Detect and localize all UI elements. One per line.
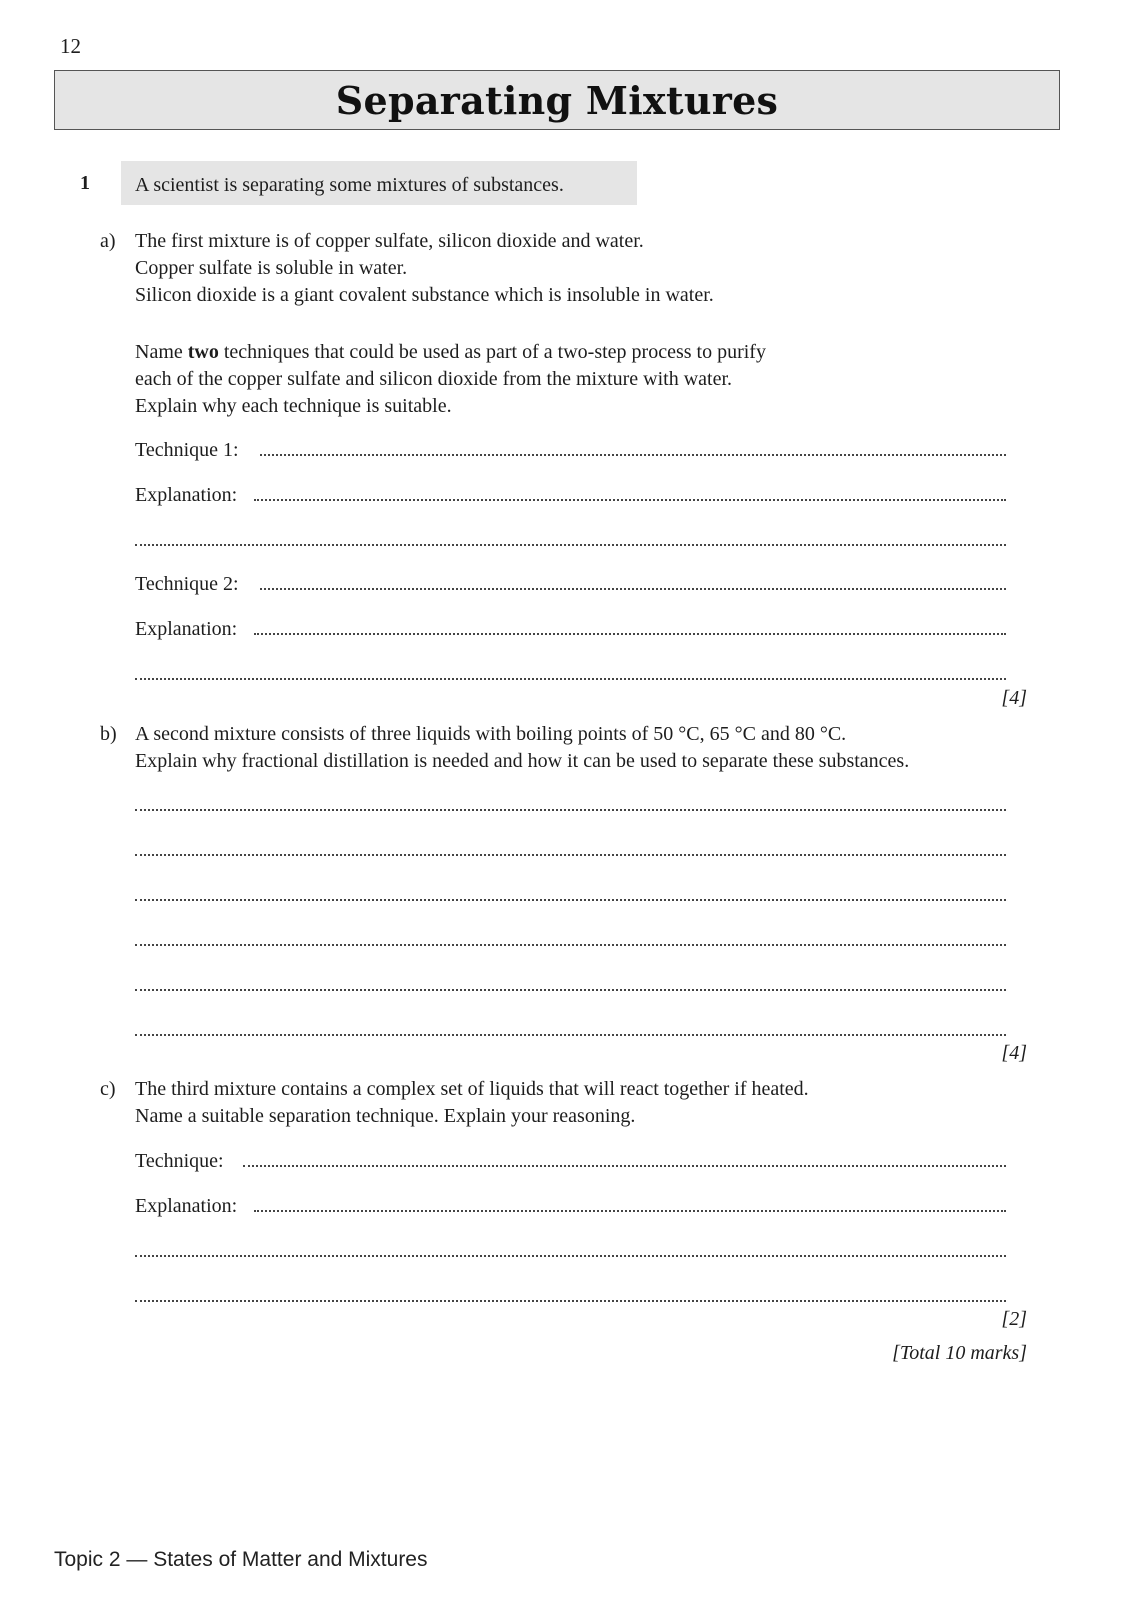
explanation-1-label: Explanation: (135, 484, 238, 506)
page-number: 12 (60, 34, 81, 58)
technique-2-label: Technique 2: (135, 573, 239, 595)
part-b-answer-line[interactable] (135, 899, 1006, 901)
part-a-prompt-2: each of the copper sulfate and silicon dioxide from the mixture with water. (135, 368, 733, 390)
part-b-answer-line[interactable] (135, 944, 1006, 946)
title-banner (54, 70, 1060, 130)
technique-1-answer-line[interactable] (260, 454, 1006, 456)
explanation-2-answer-line-2[interactable] (135, 678, 1006, 680)
explanation-2-label: Explanation: (135, 618, 238, 640)
part-a-marks: [4] (1001, 687, 1027, 709)
part-a-line-2: Copper sulfate is soluble in water. (135, 257, 408, 279)
part-b-marks: [4] (1001, 1042, 1027, 1064)
explanation-answer-line[interactable] (254, 1210, 1006, 1212)
explanation-answer-line-2[interactable] (135, 1255, 1006, 1257)
total-marks: [Total 10 marks] (892, 1342, 1027, 1364)
part-a-prompt-1 (135, 339, 766, 366)
prompt-text: techniques that could be used as part of a two-step process to purify (218, 341, 766, 363)
explanation-1-answer-line-2[interactable] (135, 544, 1006, 546)
question-stem: A scientist is separating some mixtures of substances. (135, 174, 564, 196)
technique-1-label: Technique 1: (135, 439, 239, 461)
technique-answer-line[interactable] (243, 1165, 1006, 1167)
part-b-answer-line[interactable] (135, 854, 1006, 856)
part-c-marks: [2] (1001, 1308, 1027, 1330)
question-number: 1 (80, 172, 90, 194)
explanation-label: Explanation: (135, 1195, 238, 1217)
technique-label: Technique: (135, 1150, 224, 1172)
part-b-answer-line[interactable] (135, 1034, 1006, 1036)
prompt-emphasis: two (187, 341, 219, 363)
explanation-1-answer-line[interactable] (254, 499, 1006, 501)
part-c-label: c) (100, 1078, 116, 1100)
explanation-answer-line-3[interactable] (135, 1300, 1006, 1302)
part-b-label: b) (100, 723, 117, 745)
part-b-line-1: A second mixture consists of three liquids with boiling points of 50 °C, 65 °C and 80 °C. (135, 723, 847, 745)
part-c-line-1: The third mixture contains a complex set of liquids that will react together if heated. (135, 1078, 809, 1100)
part-a-prompt-3: Explain why each technique is suitable. (135, 395, 452, 417)
part-c-line-2: Name a suitable separation technique. Explain your reasoning. (135, 1105, 636, 1127)
page-title: Separating Mixtures (335, 77, 779, 123)
part-b-answer-line[interactable] (135, 809, 1006, 811)
part-a-line-3: Silicon dioxide is a giant covalent substance which is insoluble in water. (135, 284, 714, 306)
prompt-text: Name (135, 341, 188, 363)
part-b-line-2: Explain why fractional distillation is needed and how it can be used to separate these substances. (135, 750, 910, 772)
technique-2-answer-line[interactable] (260, 588, 1006, 590)
part-a-line-1: The first mixture is of copper sulfate, silicon dioxide and water. (135, 230, 644, 252)
part-a-label: a) (100, 230, 116, 252)
footer-topic: Topic 2 — States of Matter and Mixtures (54, 1548, 428, 1571)
part-b-answer-line[interactable] (135, 989, 1006, 991)
explanation-2-answer-line[interactable] (254, 633, 1006, 635)
